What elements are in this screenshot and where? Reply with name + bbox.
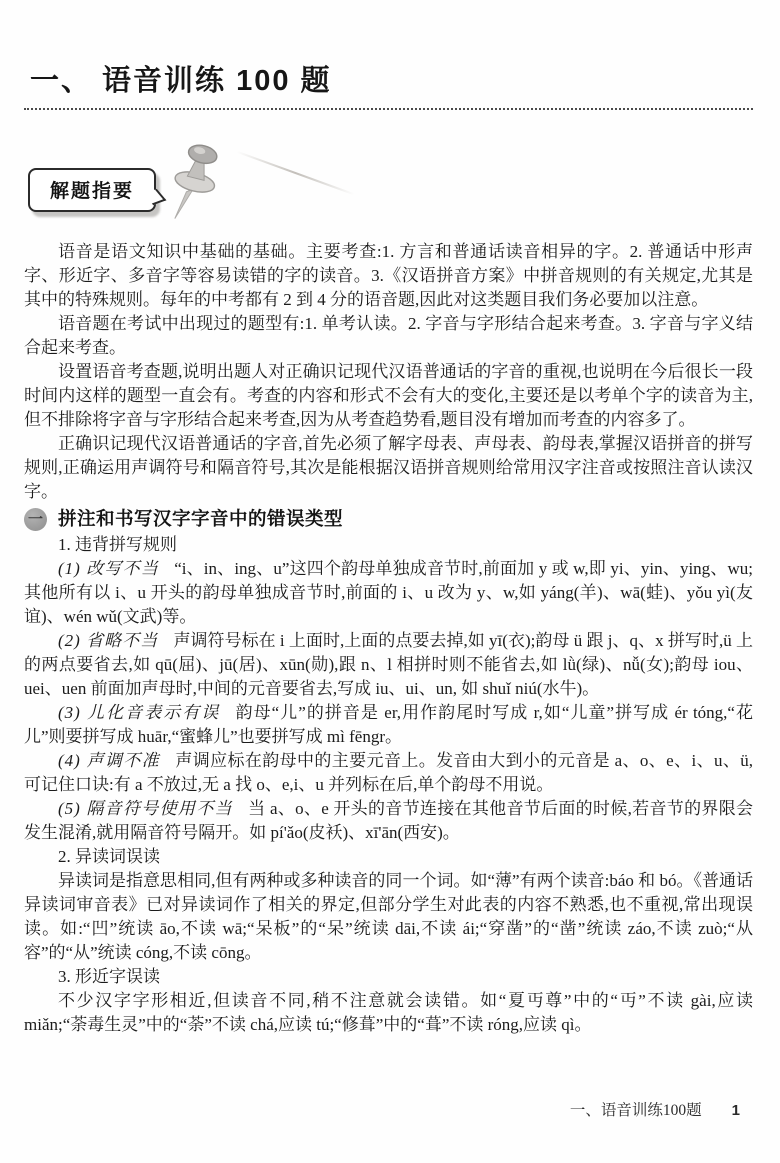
subsection-title: 2. 异读词误读 bbox=[58, 847, 160, 866]
item-text: 声调符号标在 i 上面时,上面的点要去掉,如 yī(衣);韵母 ü 跟 j、q、x 拼写时,ü 上的两点要省去,如 qū(屈)、jū(居)、xūn(勋),跟 n、l 相拼时则不能省去,如 lǜ(绿)、nǚ(女);韵母 iou、uei、uen 前面加声母时,中间的元音要省去,写成 iu、ui、un, 如 shuǐ niú(水牛)。 bbox=[24, 631, 753, 698]
hint-badge: 解题指要 bbox=[28, 168, 156, 212]
item-label: (5) 隔音符号使用不当 bbox=[58, 799, 233, 818]
item-text: 韵母“儿”的拼音是 er,用作韵尾时写成 r,如“儿童”拼写成 ér tóng,“花儿”则要拼写成 huār,“蜜蜂儿”也要拼写成 mì fēngr。 bbox=[24, 703, 753, 746]
intro-paragraph: 设置语音考查题,说明出题人对正确识记现代汉语普通话的字音的重视,也说明在今后很长一段时间内这样的题型一直会有。考查的内容和形式不会有大的变化,主要还是以考单个字的读音为主,但不排除将字音与字形结合起来考查,因为从考查趋势看,题目没有增加而考查的内容多了。 bbox=[24, 362, 753, 429]
intro-paragraph: 语音题在考试中出现过的题型有:1. 单考认读。2. 字音与字形结合起来考查。3. 字音与字义结合起来考查。 bbox=[24, 314, 753, 357]
item-label: (2) 省略不当 bbox=[58, 631, 159, 650]
section-heading bbox=[24, 507, 753, 531]
pushpin-icon bbox=[142, 134, 238, 230]
body-text bbox=[24, 240, 753, 1037]
item-text: “i、in、ing、u”这四个韵母单独成音节时,前面加 y 或 w,即 yi、yin、ying、wu;其他所有以 i、u 开头的韵母单独成音节时,前面的 i、u 改为 y、w,如 yáng(羊)、wā(蛙)、yǒu yì(友谊)、wén wǔ(文武)等。 bbox=[24, 559, 753, 626]
intro-paragraph: 语音是语文知识中基础的基础。主要考查:1. 方言和普通话读音相异的字。2. 普通话中形声字、形近字、多音字等容易读错的字的读音。3.《汉语拼音方案》中拼音规则的有关规定,尤其是其中的特殊规则。每年的中考都有 2 到 4 分的语音题,因此对这类题目我们务必要加以注意。 bbox=[24, 242, 753, 309]
error-type-item bbox=[24, 749, 753, 797]
error-type-item bbox=[24, 797, 753, 845]
subsection-paragraph: 不少汉字字形相近,但读音不同,稍不注意就会读错。如“夏丏尊”中的“丏”不读 gài,应读 miǎn;“荼毒生灵”中的“荼”不读 chá,应读 tú;“修葺”中的“葺”不读 róng,应读 qì。 bbox=[24, 991, 753, 1034]
item-text: 当 a、o、e 开头的音节连接在其他音节后面的时候,若音节的界限会发生混淆,就用隔音符号隔开。如 pí'ǎo(皮袄)、xī'ān(西安)。 bbox=[24, 799, 753, 842]
page-footer bbox=[570, 1098, 740, 1120]
intro-paragraph: 正确识记现代汉语普通话的字音,首先必须了解字母表、声母表、韵母表,掌握汉语拼音的拼写规则,正确运用声调符号和隔音符号,其次是能根据汉语拼音规则给常用汉字注音或按照注音认读汉字。 bbox=[24, 434, 753, 501]
subsection-paragraph: 异读词是指意思相同,但有两种或多种读音的同一个词。如“薄”有两个读音:báo 和 bó。《普通话异读词审音表》已对异读词作了相关的界定,但部分学生对此表的内容不熟悉,也不重视,常出现误读。如:“凹”统读 āo,不读 wā;“呆板”的“呆”统读 dāi,不读 ái;“穿凿”的“凿”统读 záo,不读 zuò;“从容”的“从”统读 cóng,不读 cōng。 bbox=[24, 871, 753, 962]
item-text: 声调应标在韵母中的主要元音上。发音由大到小的元音是 a、o、e、i、u、ü,可记住口诀:有 a 不放过,无 a 找 o、e,i、u 并列标在后,单个韵母不用说。 bbox=[24, 751, 754, 794]
page-title: 一、 语音训练 100 题 bbox=[30, 65, 332, 97]
dotted-divider bbox=[24, 108, 753, 110]
item-label: (4) 声调不准 bbox=[58, 751, 161, 770]
section-number-icon: 一 bbox=[24, 508, 47, 531]
hint-badge-row bbox=[24, 162, 753, 218]
error-type-item bbox=[24, 629, 753, 701]
footer-chapter-label: 一、语音训练100题 bbox=[569, 1102, 702, 1119]
page-number: 1 bbox=[731, 1102, 740, 1119]
subsection-title: 3. 形近字误读 bbox=[58, 967, 160, 986]
item-label: (1) 改写不当 bbox=[58, 559, 159, 578]
error-type-item bbox=[24, 701, 753, 749]
subsection-title: 1. 违背拼写规则 bbox=[58, 535, 177, 554]
section-title: 拼注和书写汉字字音中的错误类型 bbox=[58, 508, 344, 529]
error-type-item bbox=[24, 557, 753, 629]
item-label: (3) 儿化音表示有误 bbox=[58, 703, 221, 722]
